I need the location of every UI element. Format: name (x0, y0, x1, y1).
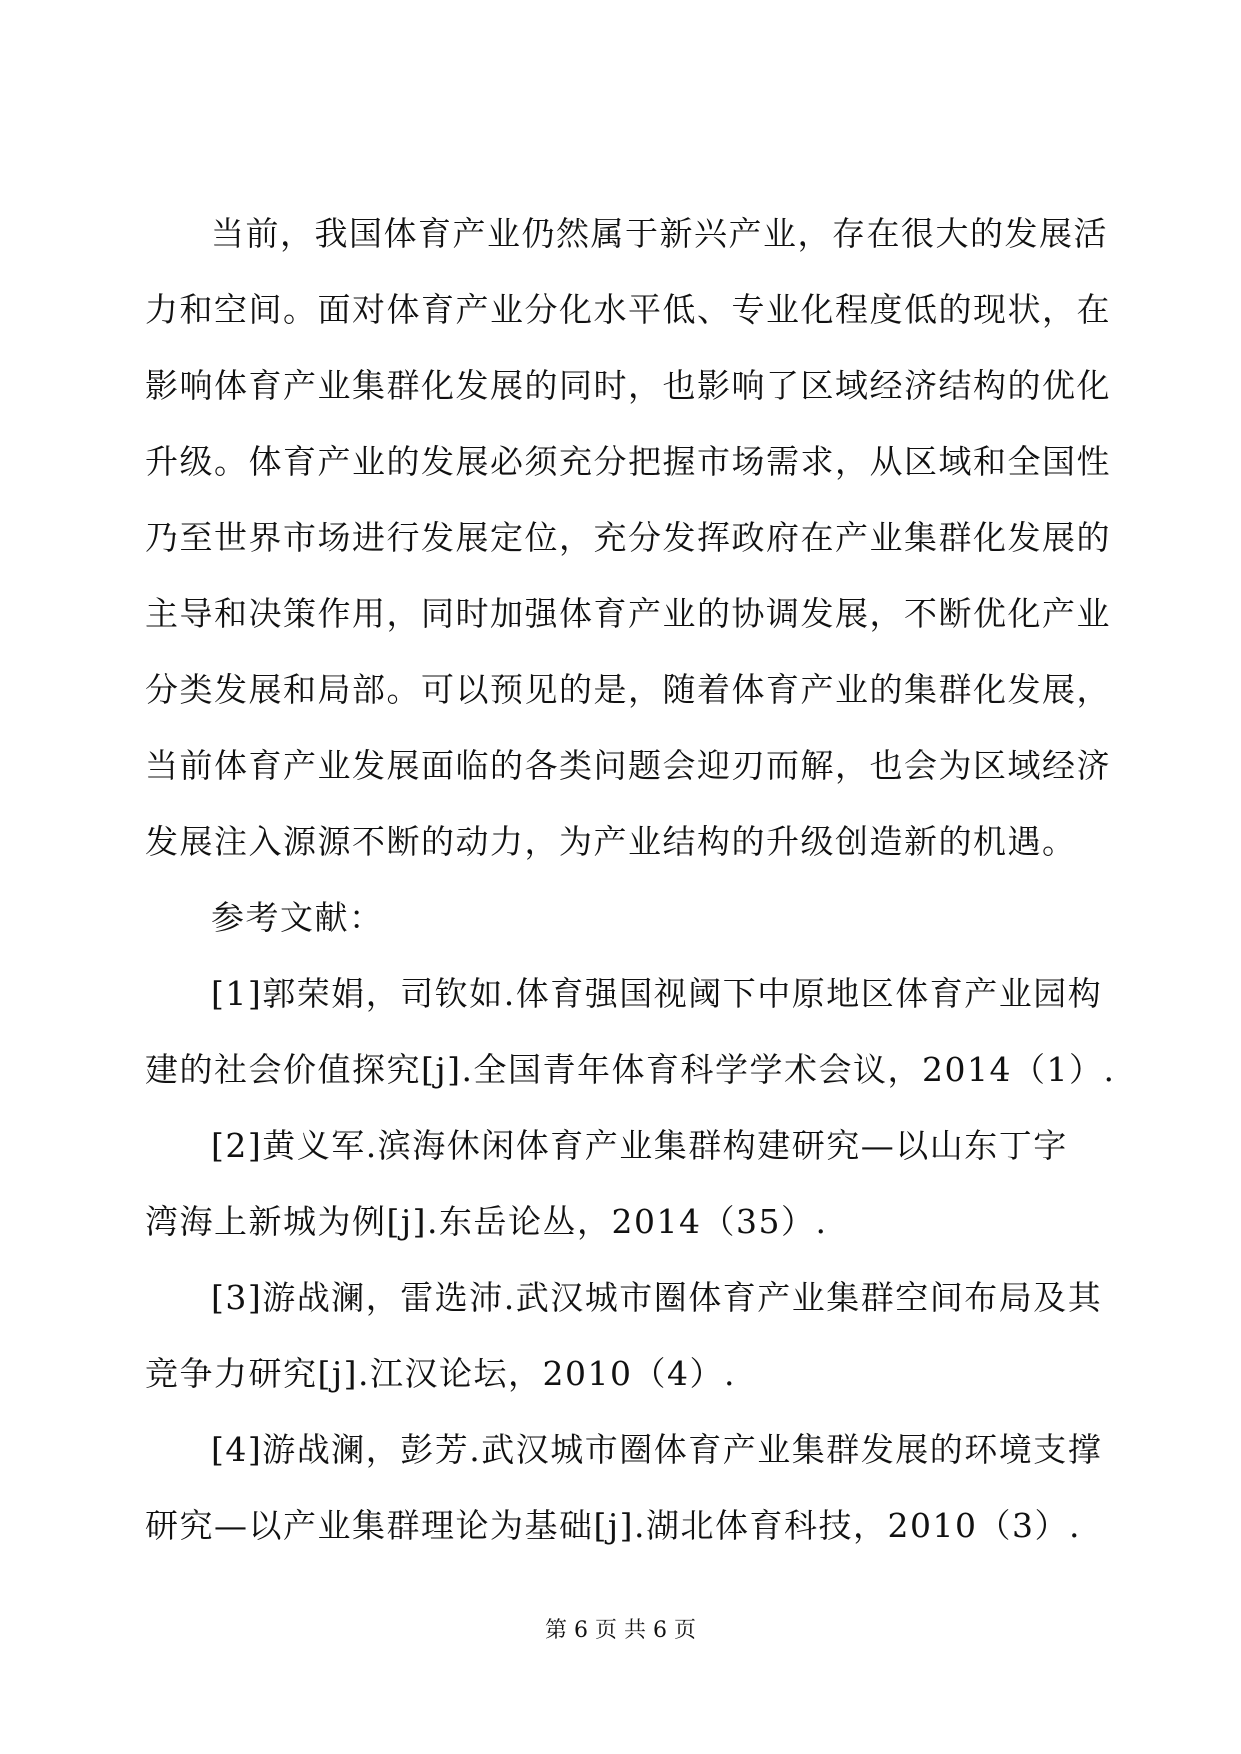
body-line-1: 当前，我国体育产业仍然属于新兴产业，存在很大的发展活 (211, 214, 1108, 253)
reference-2-line-1: [2]黄义军.滨海休闲体育产业集群构建研究—以山东丁字 (211, 1126, 1068, 1165)
reference-3-line-1: [3]游战澜，雷选沛.武汉城市圈体育产业集群空间布局及其 (211, 1278, 1103, 1317)
body-line-3: 影响体育产业集群化发展的同时，也影响了区域经济结构的优化 (145, 366, 1111, 405)
body-line-4: 升级。体育产业的发展必须充分把握市场需求，从区域和全国性 (145, 442, 1111, 481)
body-line-9: 发展注入源源不断的动力，为产业结构的升级创造新的机遇。 (145, 822, 1077, 861)
body-line-8: 当前体育产业发展面临的各类问题会迎刃而解，也会为区域经济 (145, 746, 1111, 785)
body-line-5: 乃至世界市场进行发展定位，充分发挥政府在产业集群化发展的 (145, 518, 1111, 557)
reference-3-line-2: 竞争力研究[j].江汉论坛，2010（4）. (145, 1354, 736, 1393)
body-line-2: 力和空间。面对体育产业分化水平低、专业化程度低的现状，在 (145, 290, 1111, 329)
body-line-6: 主导和决策作用，同时加强体育产业的协调发展，不断优化产业 (145, 594, 1111, 633)
reference-1-line-2: 建的社会价值探究[j].全国青年体育科学学术会议，2014（1）. (145, 1050, 1116, 1089)
body-line-7: 分类发展和局部。可以预见的是，随着体育产业的集群化发展， (145, 670, 1111, 709)
references-heading: 参考文献： (211, 898, 384, 937)
page-number-footer: 第 6 页 共 6 页 (545, 1618, 696, 1643)
reference-4-line-1: [4]游战澜，彭芳.武汉城市圈体育产业集群发展的环境支撑 (211, 1430, 1103, 1469)
reference-1-line-1: [1]郭荣娟，司钦如.体育强国视阈下中原地区体育产业园构 (211, 974, 1103, 1013)
reference-4-line-2: 研究—以产业集群理论为基础[j].湖北体育科技，2010（3）. (145, 1506, 1081, 1545)
reference-2-line-2: 湾海上新城为例[j].东岳论丛，2014（35）. (145, 1202, 828, 1241)
